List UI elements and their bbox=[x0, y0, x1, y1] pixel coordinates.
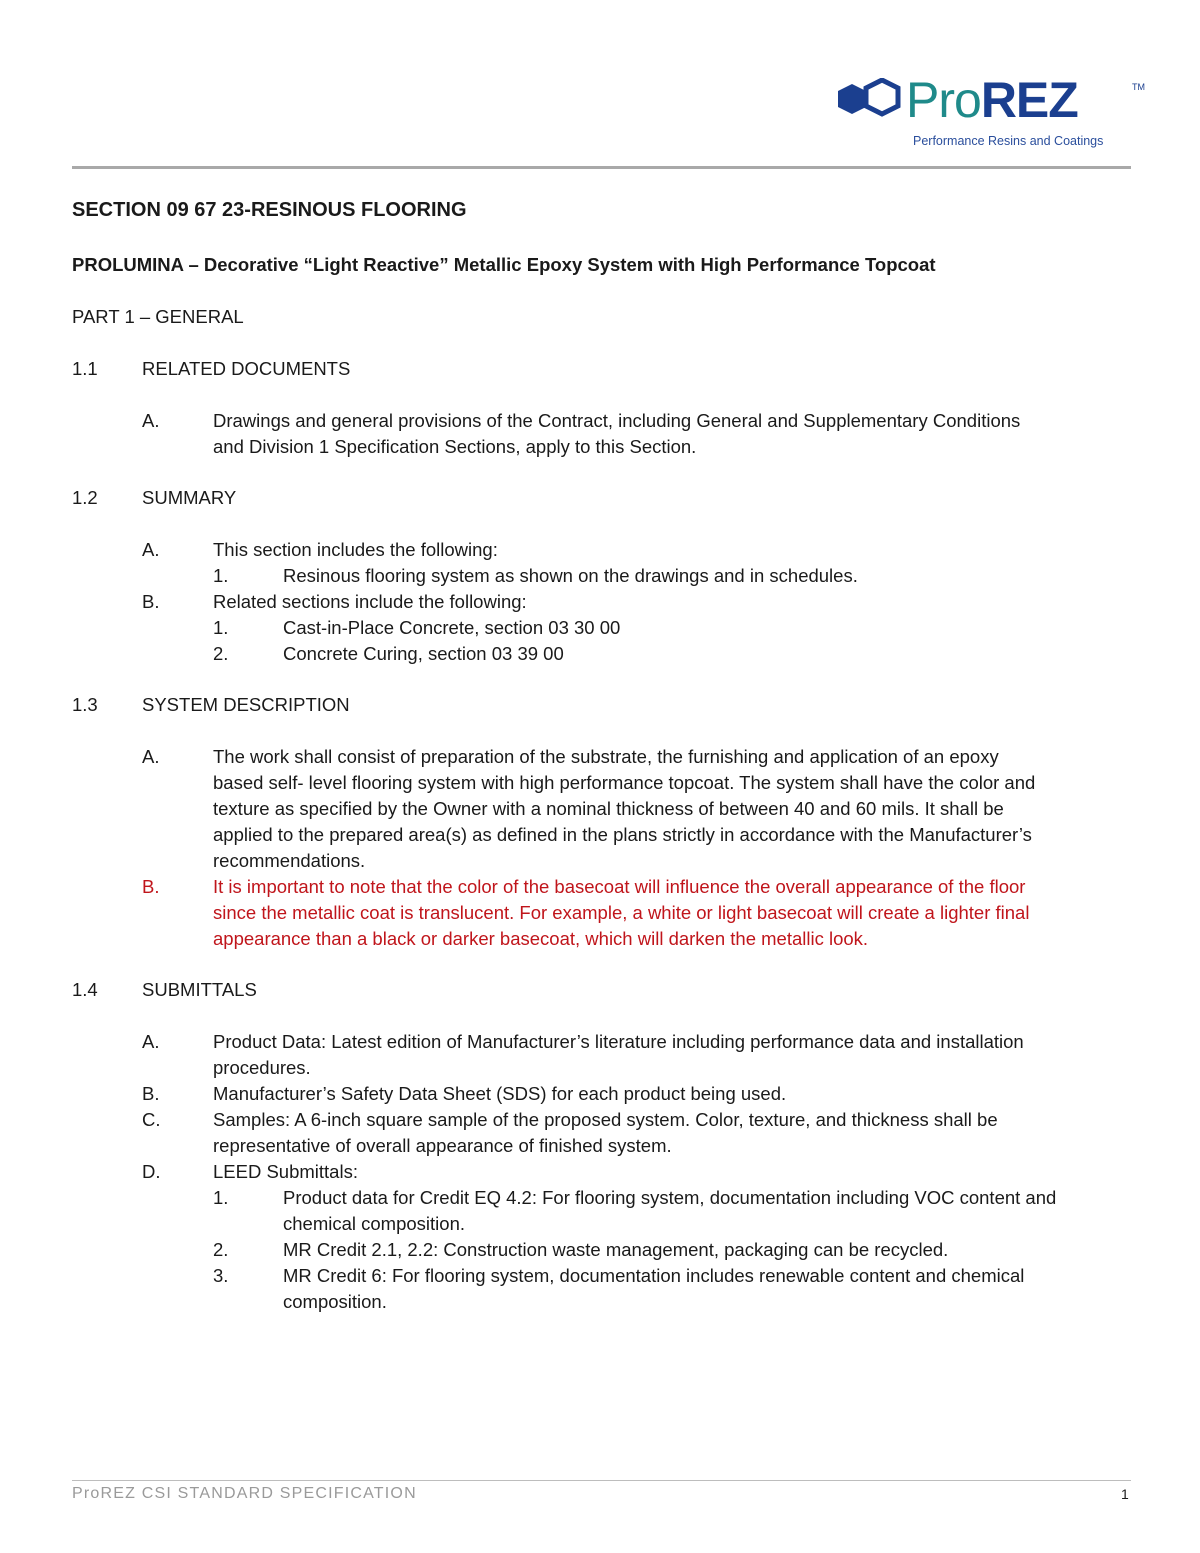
item-text-line: Drawings and general provisions of the Contract, including General and Supplementary Conditions bbox=[213, 410, 1021, 431]
prorez-logo bbox=[836, 72, 1150, 156]
note-label: B. bbox=[142, 876, 160, 897]
item-text-line: Samples: A 6-inch square sample of the proposed system. Color, texture, and thickness shall be bbox=[213, 1109, 998, 1130]
item-text-line: Product Data: Latest edition of Manufacturer’s literature including performance data and installation bbox=[213, 1031, 1024, 1052]
logo-wordmark: ProREZ bbox=[906, 72, 1078, 128]
subitem-label: 1. bbox=[213, 565, 229, 586]
item-text-line: Manufacturer’s Safety Data Sheet (SDS) for each product being used. bbox=[213, 1083, 787, 1104]
item-label: A. bbox=[142, 539, 160, 560]
subitem-label: 1. bbox=[213, 1187, 229, 1208]
section-number: 1.1 bbox=[72, 358, 98, 379]
footer-text: ProREZ CSI STANDARD SPECIFICATION bbox=[72, 1485, 417, 1502]
item-label: A. bbox=[142, 746, 160, 767]
subitem-text: MR Credit 6: For flooring system, documentation includes renewable content and chemical bbox=[283, 1265, 1025, 1286]
page-number: 1 bbox=[1121, 1486, 1129, 1502]
item-text-line: This section includes the following: bbox=[213, 539, 498, 560]
subitem-text: composition. bbox=[283, 1291, 387, 1312]
section-number: 1.2 bbox=[72, 487, 98, 508]
note-text-line: since the metallic coat is translucent. For example, a white or light basecoat will create a lighter final bbox=[213, 902, 1030, 923]
part-heading: PART 1 – GENERAL bbox=[72, 306, 244, 327]
item-label: C. bbox=[142, 1109, 161, 1130]
subitem-label: 2. bbox=[213, 1239, 229, 1260]
trademark-mark: TM bbox=[1132, 82, 1145, 92]
hexagon-molecule-icon bbox=[836, 78, 908, 130]
item-text-line: procedures. bbox=[213, 1057, 311, 1078]
footer-divider bbox=[72, 1480, 1131, 1481]
note-text-line: appearance than a black or darker basecoat, which will darken the metallic look. bbox=[213, 928, 869, 949]
subitem-text: Product data for Credit EQ 4.2: For flooring system, documentation including VOC content and bbox=[283, 1187, 1057, 1208]
subitem-label: 3. bbox=[213, 1265, 229, 1286]
item-text-line: applied to the prepared area(s) as defined in the plans strictly in accordance with the Manufacturer’s bbox=[213, 824, 1032, 845]
product-title: PROLUMINA – Decorative “Light Reactive” Metallic Epoxy System with High Performance Topcoat bbox=[72, 254, 936, 275]
subitem-text: MR Credit 2.1, 2.2: Construction waste management, packaging can be recycled. bbox=[283, 1239, 949, 1260]
item-text-line: based self- level flooring system with high performance topcoat. The system shall have the color and bbox=[213, 772, 1036, 793]
section-title: SECTION 09 67 23-RESINOUS FLOORING bbox=[72, 199, 467, 221]
section-heading-summary: SUMMARY bbox=[142, 487, 237, 508]
subitem-text: Resinous flooring system as shown on the drawings and in schedules. bbox=[283, 565, 858, 586]
item-text-line: The work shall consist of preparation of the substrate, the furnishing and application of an epoxy bbox=[213, 746, 999, 767]
subitem-label: 1. bbox=[213, 617, 229, 638]
item-label: B. bbox=[142, 1083, 160, 1104]
item-text-line: Related sections include the following: bbox=[213, 591, 527, 612]
section-heading-submittals: SUBMITTALS bbox=[142, 979, 257, 1000]
subitem-text: chemical composition. bbox=[283, 1213, 465, 1234]
subitem-label: 2. bbox=[213, 643, 229, 664]
item-label: A. bbox=[142, 1031, 160, 1052]
item-text-line: recommendations. bbox=[213, 850, 366, 871]
subitem-text: Concrete Curing, section 03 39 00 bbox=[283, 643, 564, 664]
item-label: A. bbox=[142, 410, 160, 431]
section-number: 1.4 bbox=[72, 979, 98, 1000]
item-text-line: texture as specified by the Owner with a nominal thickness of between 40 and 60 mils. It shall be bbox=[213, 798, 1004, 819]
section-heading-system-description: SYSTEM DESCRIPTION bbox=[142, 694, 350, 715]
item-text-line: representative of overall appearance of finished system. bbox=[213, 1135, 672, 1156]
item-text-line: LEED Submittals: bbox=[213, 1161, 358, 1182]
item-label: B. bbox=[142, 591, 160, 612]
section-number: 1.3 bbox=[72, 694, 98, 715]
section-heading-related-documents: RELATED DOCUMENTS bbox=[142, 358, 351, 379]
subitem-text: Cast-in-Place Concrete, section 03 30 00 bbox=[283, 617, 621, 638]
item-label: D. bbox=[142, 1161, 161, 1182]
item-text-line: and Division 1 Specification Sections, apply to this Section. bbox=[213, 436, 697, 457]
note-text-line: It is important to note that the color of the basecoat will influence the overall appearance of the floor bbox=[213, 876, 1026, 897]
header-divider bbox=[72, 166, 1131, 169]
logo-tagline: Performance Resins and Coatings bbox=[913, 134, 1104, 148]
